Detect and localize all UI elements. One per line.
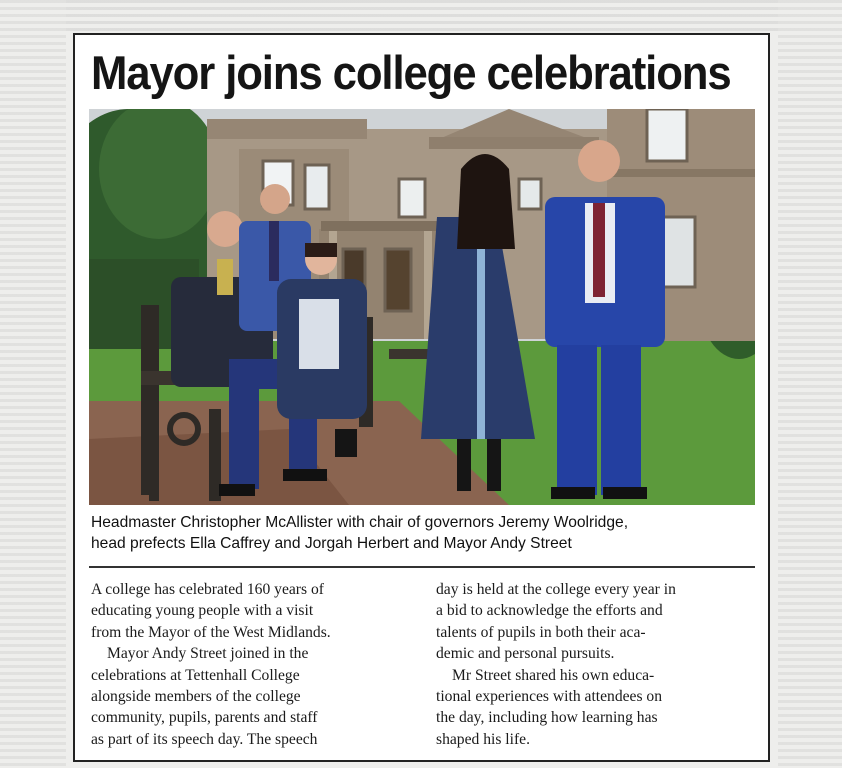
- body-line: tional experiences with attendees on: [436, 688, 663, 706]
- divider-rule: [89, 566, 755, 568]
- body-line: community, pupils, parents and staff: [91, 709, 318, 727]
- background-newsprint-top: [66, 0, 778, 32]
- body-line: as part of its speech day. The speech: [91, 730, 318, 748]
- newspaper-clipping: [73, 33, 770, 762]
- caption-line: head prefects Ella Caffrey and Jorgah Herbert and Mayor Andy Street: [91, 535, 572, 552]
- body-line: demic and personal pursuits.: [436, 645, 615, 663]
- body-line: Mayor Andy Street joined in the: [107, 645, 309, 663]
- body-line: a bid to acknowledge the efforts and: [436, 602, 663, 620]
- body-line: talents of pupils in both their aca-: [436, 623, 646, 641]
- body-line: educating young people with a visit: [91, 602, 314, 620]
- body-line: Mr Street shared his own educa-: [452, 666, 655, 684]
- photo-illustration: [89, 109, 755, 505]
- background-newsprint-right: [778, 0, 842, 768]
- body-line: the day, including how learning has: [436, 709, 658, 727]
- article-body-left-column: [91, 579, 409, 750]
- headline: Mayor joins college celebrations: [91, 46, 731, 99]
- body-line: day is held at the college every year in: [436, 581, 676, 598]
- photo-caption: [91, 512, 759, 554]
- background-newsprint-left: [0, 0, 66, 768]
- caption-line: Headmaster Christopher McAllister with chair of governors Jeremy Woolridge,: [91, 514, 629, 531]
- body-line: celebrations at Tettenhall College: [91, 666, 300, 684]
- body-line: alongside members of the college: [91, 688, 301, 706]
- body-line: shaped his life.: [436, 730, 530, 748]
- body-line: from the Mayor of the West Midlands.: [91, 623, 331, 641]
- body-line: A college has celebrated 160 years of: [91, 581, 324, 598]
- article-body-right-column: [436, 579, 754, 750]
- article-photo: [89, 109, 755, 505]
